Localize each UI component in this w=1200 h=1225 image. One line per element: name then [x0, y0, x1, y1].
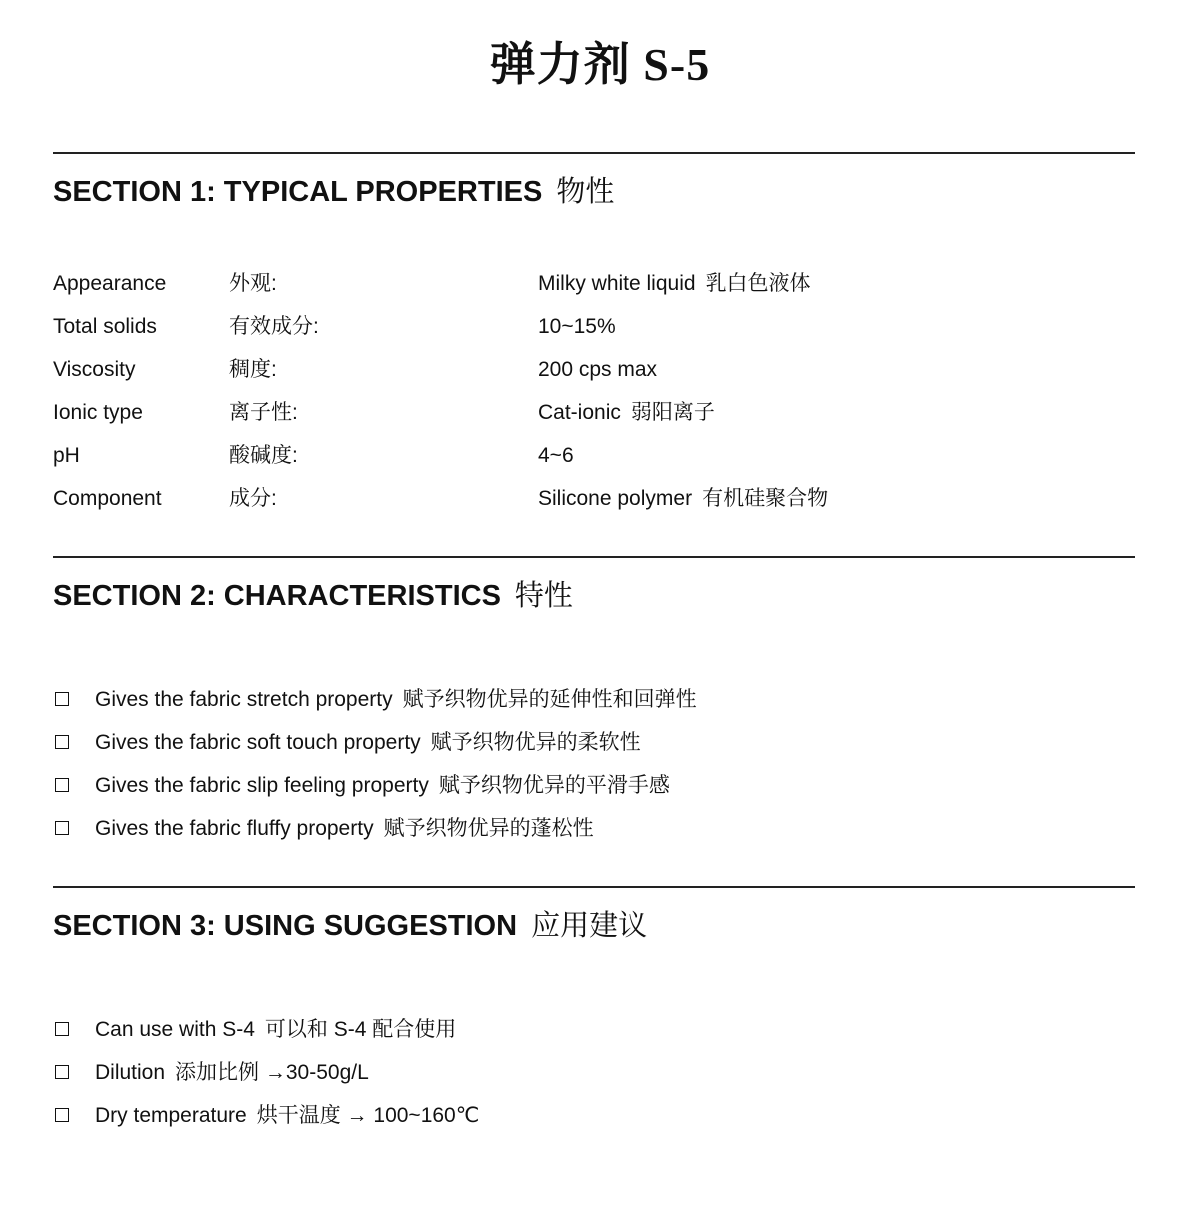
list-item-text: Gives the fabric slip feeling property 赋予织物优异的平滑手感 — [95, 774, 670, 797]
property-label: Viscosity — [53, 358, 136, 381]
property-row-appearance — [53, 262, 1153, 305]
usage-list — [53, 1008, 1153, 1137]
list-item-text: Gives the fabric fluffy property 赋予织物优异的蓬松性 — [95, 817, 594, 840]
checkbox-icon — [55, 1065, 69, 1079]
checkbox-icon — [55, 1108, 69, 1122]
property-value: Silicone polymer 有机硅聚合物 — [538, 487, 829, 510]
property-row-ph — [53, 434, 1153, 477]
property-label-zh: 成分: — [229, 487, 277, 510]
property-value: 10~15% — [538, 315, 616, 338]
checkbox-icon — [55, 821, 69, 835]
list-item — [53, 807, 1153, 850]
property-label: Appearance — [53, 272, 167, 295]
section-1-heading — [53, 172, 614, 212]
property-label-zh: 离子性: — [229, 401, 298, 424]
list-item-text: Gives the fabric soft touch property 赋予织物优异的柔软性 — [95, 731, 641, 754]
list-item-text: Dry temperature 烘干温度 → 100~160℃ — [95, 1104, 480, 1127]
list-item-text: Can use with S-4 可以和 S-4 配合使用 — [95, 1018, 457, 1041]
section-2-heading-en: SECTION 2: CHARACTERISTICS — [53, 580, 501, 612]
properties-table — [53, 262, 1153, 520]
section-1-heading-en: SECTION 1: TYPICAL PROPERTIES — [53, 176, 543, 208]
property-label-zh: 酸碱度: — [229, 444, 298, 467]
list-item — [53, 1008, 1153, 1051]
list-item — [53, 678, 1153, 721]
property-label-zh: 外观: — [229, 272, 277, 295]
property-row-ionic-type — [53, 391, 1153, 434]
list-item — [53, 1051, 1153, 1094]
checkbox-icon — [55, 692, 69, 706]
property-label: Component — [53, 487, 162, 510]
property-value: 200 cps max — [538, 358, 658, 381]
section-2-heading — [53, 576, 573, 616]
property-label-zh: 稠度: — [229, 358, 277, 381]
property-value: Cat-ionic 弱阳离子 — [538, 401, 715, 424]
property-value: 4~6 — [538, 444, 574, 467]
property-label-zh: 有效成分: — [229, 315, 319, 338]
section-3-heading-en: SECTION 3: USING SUGGESTION — [53, 910, 518, 942]
section-3-heading — [53, 906, 647, 946]
divider — [53, 152, 1135, 154]
section-3-heading-zh: 应用建议 — [531, 910, 648, 942]
list-item — [53, 721, 1153, 764]
list-item — [53, 764, 1153, 807]
list-item — [53, 1094, 1153, 1137]
property-label: pH — [53, 444, 80, 467]
property-row-viscosity — [53, 348, 1153, 391]
checkbox-icon — [55, 1022, 69, 1036]
divider — [53, 886, 1135, 888]
divider — [53, 556, 1135, 558]
property-row-component — [53, 477, 1153, 520]
characteristics-list — [53, 678, 1153, 850]
section-2-heading-zh: 特性 — [514, 580, 573, 612]
property-row-total-solids — [53, 305, 1153, 348]
checkbox-icon — [55, 735, 69, 749]
list-item-text: Dilution 添加比例 →30-50g/L — [95, 1061, 369, 1084]
property-value: Milky white liquid 乳白色液体 — [538, 272, 811, 295]
checkbox-icon — [55, 778, 69, 792]
list-item-text: Gives the fabric stretch property 赋予织物优异的延伸性和回弹性 — [95, 688, 697, 711]
section-1-heading-zh: 物性 — [556, 176, 615, 208]
page-title: 弹力剂 S-5 — [489, 39, 711, 90]
property-label: Total solids — [53, 315, 157, 338]
property-label: Ionic type — [53, 401, 143, 424]
